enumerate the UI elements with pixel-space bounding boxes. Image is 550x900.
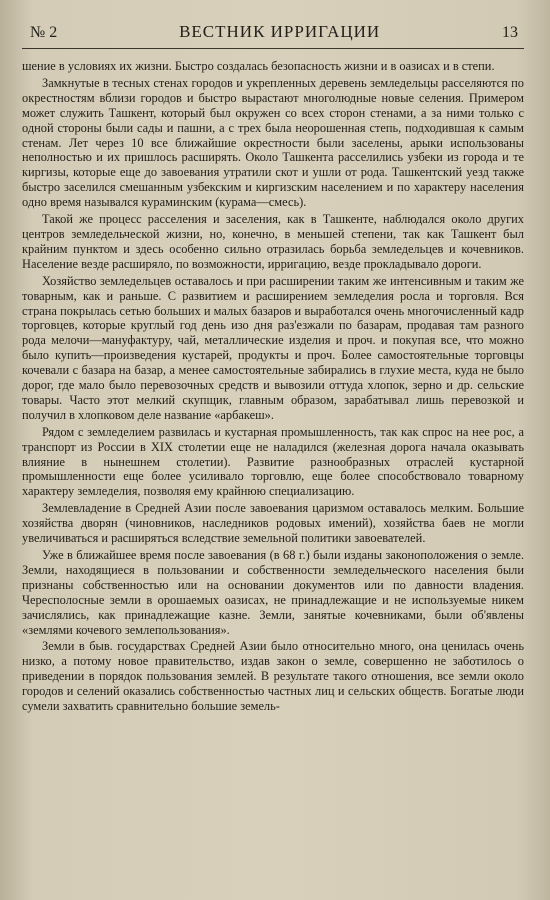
journal-title: ВЕСТНИК ИРРИГАЦИИ	[179, 22, 381, 41]
article-body	[22, 59, 524, 714]
paragraph: Хозяйство земледельцев оставалось и при расширении таким же интенсивным и таким же товарным, как и раньше. С развитием и расширением земледелия росла и торговля. Вся страна покрылась сетью больших и малых базаров и выработался очень многочисленный кадр торговцев, которые круглый год день изо дня раз'езжали по базарам, продавая там разного рода мелочи—мануфактуру, чай, металлические изделия и проч. и покупая все, что можно было купить—произведения кустарей, продукты и проч. Более самостоятельные торговцы кочевали с базара на базар, а менее самостоятельные забирались в глухие места, куда не было дорог, где мало было перевозочных средств и вывозили оттуда хлопок, зерно и др. сельские товары. Часто этот мелкий скупщик, главным образом, зарабатывал лишь перевозкой и получил в хлопковом деле название «арбакеш».	[22, 273, 524, 422]
paragraph: Рядом с земледелием развилась и кустарная промышленность, так как спрос на нее рос, а транспорт из России в XIX столетии еще не наладился (железная дорога начала оказывать влияние в нынешнем столетии). Развитие разнообразных отраслей кустарной промышленности еще более усиливало торговлю, еще более способствовало товарному характеру земледелия, позволяя ему крайнюю специализацию.	[22, 424, 524, 499]
issue-number: № 2	[30, 24, 58, 41]
paragraph: Уже в ближайшее время после завоевания (в 68 г.) были изданы законоположения о земле. Земли, находящиеся в пользовании и собственности земледельческого населения были признаны собственностью или на основании документов или по давности владения. Чересполосные земли в орошаемых оазисах, не принадлежащие и не используемые никем зачислялись, как принадлежащие казне. Земли, занятые кочевниками, были об'явлены «землями кочевого землепользования».	[22, 548, 524, 637]
page-number: 13	[502, 24, 518, 41]
paragraph: Землевладение в Средней Азии после завоевания царизмом оставалось мелким. Большие хозяйства дворян (чиновников, наследников родовых имений), хозяйства баев не могли увеличиваться и расширяться вследствие земельной политики завоевателей.	[22, 501, 524, 546]
page-header	[22, 18, 524, 49]
paragraph: Земли в быв. государствах Средней Азии было относительно много, она ценилась очень низко, а потому новое правительство, издав закон о земле, совершенно не заботилось о приведении в порядок пользования землей. В результате такого отношения, все земли около городов и селений оказались собственностью частных лиц и сельских обществ. Богатые люди сумели захватить сравнительно большие земель-	[22, 639, 524, 714]
paragraph: Замкнутые в тесных стенах городов и укрепленных деревень земледельцы расселяются по окрестностям вблизи городов и быстро вырастают многолюдные новые селения. Примером может служить Ташкент, который был окружен со всех сторон стенами, а за ними только с одной стороны были сады и пашни, а с трех была неорошенная степь, подходившая к самым стенам. Лет через 10 все ближайшие окрестности были заселены, арыки использованы неполностью и их пришлось расширять. Около Ташкента расселились узбеки из города и те киргизы, которые еще до завоевания утратили скот и ушли от рода. Ташкентский уезд также быстро заселился смешанным узбекским и киргизским населением и по характеру населения одно время назывался кураминским (курама—смесь).	[22, 75, 524, 210]
paragraph: шение в условиях их жизни. Быстро создалась безопасность жизни и в оазисах и в степи.	[22, 59, 495, 73]
paragraph: Такой же процесс расселения и заселения, как в Ташкенте, наблюдался около других центров земледельческой жизни, но, конечно, в меньшей степени, так как Ташкент был крайним пунктом и здесь особенно сильно отразилась борьба земледельцев и кочевников. Население везде расширяло, по возможности, ирригацию, везде прокладывало дороги.	[22, 212, 524, 271]
